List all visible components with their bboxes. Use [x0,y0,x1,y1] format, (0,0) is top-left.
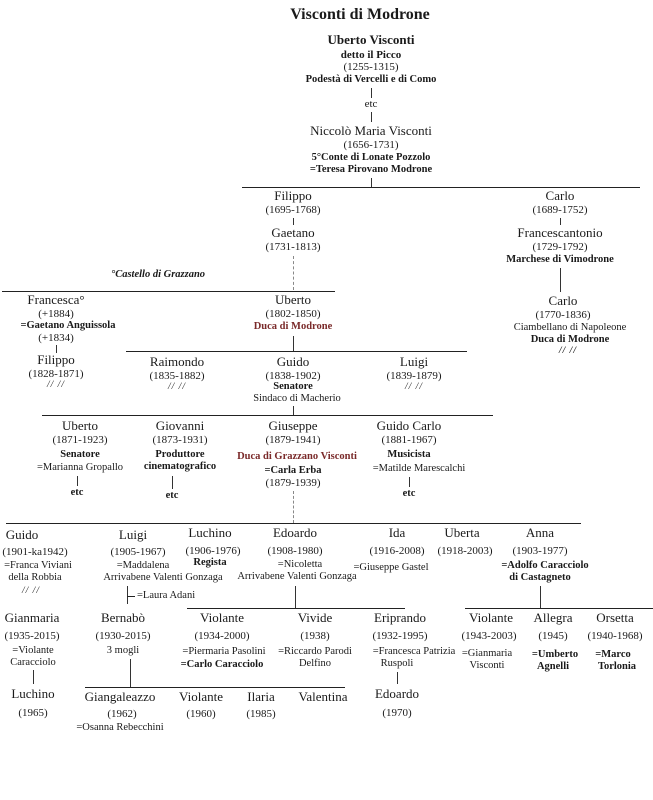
filippo2-name: Filippo [37,352,75,367]
gianmaria-dates: (1935-2015) [4,630,60,642]
edoardo1-dates: (1908-1980) [267,545,323,557]
eriprando-name: Eriprando [374,610,426,625]
carlo2-dates: (1770-1836) [535,309,591,321]
carlo1-connector [560,218,561,225]
vivide-spouse1: =Riccardo Parodi [278,646,352,657]
filippo1-dates: (1695-1768) [265,204,321,216]
bernabo-dates: (1930-2015) [95,630,151,642]
uberto2-dates: (1802-1850) [265,308,321,320]
giuseppe-children-line [6,523,581,524]
anna-dates: (1903-1977) [512,545,568,557]
allegra-name: Allegra [533,610,573,625]
anna-spouse1: =Adolfo Caracciolo [501,560,589,571]
guido1-role: Sindaco di Macherio [253,393,341,404]
carlo2-name: Carlo [548,293,578,308]
violante2-dates: (1943-2003) [461,630,517,642]
root-nick: detto il Picco [340,49,402,61]
luigi2-dates: (1905-1967) [110,546,166,558]
guido2-spouse2: della Robbia [8,572,62,583]
carlo1-name: Carlo [545,188,575,203]
luigi2-spouse2: Arrivabene Valenti Gonzaga [103,572,223,583]
violante2-spouse2: Visconti [469,660,505,671]
luigi2-connector [127,586,128,604]
anna-children-line [465,608,653,609]
violante2-name: Violante [469,610,513,625]
giovanni-etc: etc [165,490,179,501]
luigi1-name: Luigi [399,354,429,369]
violante1-spouse1: =Piermaria Pasolini [182,646,266,657]
giovanni-name: Giovanni [155,418,205,433]
gaetano-dates: (1731-1813) [265,241,321,253]
edoardo2-name: Edoardo [374,686,420,701]
violante1-dates: (1934-2000) [194,630,250,642]
niccolo-dates: (1656-1731) [343,139,399,151]
guidocarlo-dates: (1881-1967) [381,434,437,446]
anna-name: Anna [525,525,555,540]
guidocarlo-title: Musicista [387,449,431,460]
vivide-spouse2: Delfino [298,658,332,669]
luigi2-spouse-tick [127,596,135,597]
guido2-name: Guido [5,527,39,542]
giuseppe-name: Giuseppe [268,418,318,433]
vivide-dates: (1938) [300,630,330,642]
orsetta-dates: (1940-1968) [587,630,643,642]
uberto2-children-line [126,351,467,352]
luchino1-title: Regista [193,557,227,568]
chart-title: Visconti di Modrone [290,6,430,23]
guido1-title: Senatore [273,381,313,392]
uberto3-name: Uberto [61,418,99,433]
filippo2-slashes: // // [47,380,65,390]
giuseppe-connector [293,491,294,523]
luchino2-name: Luchino [11,686,55,701]
violante3-dates: (1960) [186,708,216,720]
niccolo-title: 5°Conte di Lonate Pozzolo [311,152,431,163]
luigi1-slashes: // // [405,382,423,392]
luigi1-dates: (1839-1879) [386,370,442,382]
luigi2-spouse3: =Laura Adani [137,590,196,601]
eriprando-dates: (1932-1995) [372,630,428,642]
filippo2-dates: (1828-1871) [28,368,84,380]
ida-spouse: =Giuseppe Gastel [353,562,429,573]
root-connector [371,88,372,98]
allegra-dates: (1945) [538,630,568,642]
eriprando-connector [397,672,398,684]
allegra-spouse1: =Umberto [531,649,579,660]
guido1-name: Guido [276,354,310,369]
luchino1-dates: (1906-1976) [185,545,241,557]
uberto3-title: Senatore [60,449,100,460]
filippo1-name: Filippo [274,188,312,203]
gaetano-connector [293,256,294,290]
edoardo1-connector [295,586,296,608]
niccolo-connector [371,178,372,187]
uberto3-spouse: =Marianna Gropallo [36,462,124,473]
gianmaria-spouse1: =Violante [12,645,54,656]
bernabo-note: 3 mogli [106,645,140,656]
francescantonio-title: Marchese di Vimodrone [506,254,614,265]
carlo2-title: Duca di Modrone [530,334,610,345]
giuseppe-title: Duca di Grazzano Visconti [237,451,357,462]
luchino2-dates: (1965) [18,707,48,719]
giovanni-dates: (1873-1931) [152,434,208,446]
francescantonio-connector [560,268,561,292]
raimondo-slashes: // // [168,382,186,392]
anna-connector [540,586,541,608]
francesca-spouse-dates: (+1834) [38,332,74,344]
root-dates: (1255-1315) [343,61,399,73]
orsetta-name: Orsetta [596,610,634,625]
gianmaria-connector [33,670,34,684]
giangaleazzo-dates: (1962) [107,708,137,720]
raimondo-name: Raimondo [149,354,205,369]
root-etc: etc [364,98,378,110]
eriprando-spouse2: Ruspoli [380,658,414,669]
francesca-spouse: =Gaetano Anguissola [20,320,116,331]
ida-name: Ida [388,525,406,540]
castello-note: °Castello di Grazzano [111,269,206,280]
gianmaria-spouse2: Caracciolo [10,657,56,668]
bernabo-name: Bernabò [100,610,146,625]
giangaleazzo-name: Giangaleazzo [84,689,156,704]
guido1-dates: (1838-1902) [265,370,321,382]
giuseppe-spouse-dates: (1879-1939) [265,477,321,489]
raimondo-dates: (1835-1882) [149,370,205,382]
guidocarlo-spouse: =Matilde Marescalchi [372,463,466,474]
carlo2-slashes: // // [559,346,577,356]
niccolo-spouse: =Teresa Pirovano Modrone [309,164,433,175]
valentina-name: Valentina [298,689,348,704]
uberto2-title: Duca di Modrone [253,321,333,332]
francescantonio-dates: (1729-1792) [532,241,588,253]
anna-spouse2: di Castagneto [509,572,571,583]
bernabo-connector [130,659,131,687]
root-name: Uberto Visconti [327,32,415,47]
francesca-name: Francesca° [27,292,85,307]
etc-connector [371,112,372,122]
giuseppe-spouse: =Carla Erba [264,465,322,476]
violante1-spouse2: =Carlo Caracciolo [180,659,264,670]
guidocarlo-etc: etc [402,488,416,499]
carlo1-dates: (1689-1752) [532,204,588,216]
luigi2-name: Luigi [118,527,148,542]
uberta-dates: (1918-2003) [437,545,493,557]
uberto3-connector [77,476,78,486]
filippo1-connector [293,218,294,225]
guido2-spouse1: =Franca Viviani [4,560,72,571]
edoardo1-children-line [187,608,405,609]
francesca-dates: (+1884) [38,308,74,320]
edoardo1-spouse1: =Nicoletta [277,559,323,570]
ida-dates: (1916-2008) [369,545,425,557]
violante1-name: Violante [200,610,244,625]
giuseppe-dates: (1879-1941) [265,434,321,446]
giovanni-title2: cinematografico [143,461,217,472]
edoardo1-name: Edoardo [272,525,318,540]
gianmaria-name: Gianmaria [4,610,60,625]
vivide-name: Vivide [297,610,333,625]
guido1-children-line [42,415,493,416]
luchino1-name: Luchino [188,525,232,540]
gaetano-name: Gaetano [271,225,315,240]
allegra-spouse2: Agnelli [536,661,570,672]
niccolo-name: Niccolò Maria Visconti [310,123,432,138]
luigi2-spouse1: =Maddalena [116,560,170,571]
eriprando-spouse1: =Francesca Patrizia [372,646,456,657]
guidocarlo-connector [409,477,410,487]
orsetta-spouse1: =Marco [595,649,631,660]
uberto3-etc: etc [70,487,84,498]
ilaria-dates: (1985) [246,708,276,720]
bernabo-children-line [85,687,345,688]
guido1-connector [293,406,294,415]
uberta-name: Uberta [444,525,480,540]
violante2-spouse1: =Gianmaria [461,648,513,659]
uberto2-name: Uberto [274,292,312,307]
giangaleazzo-spouse: =Osanna Rebecchini [76,722,164,733]
giovanni-title1: Produttore [155,449,205,460]
ilaria-name: Ilaria [247,689,275,704]
edoardo2-dates: (1970) [382,707,412,719]
carlo2-role: Ciambellano di Napoleone [513,322,627,333]
edoardo1-spouse2: Arrivabene Valenti Gonzaga [237,571,357,582]
uberto3-dates: (1871-1923) [52,434,108,446]
violante3-name: Violante [179,689,223,704]
guido2-dates: (1901-ka1942) [2,546,68,558]
guidocarlo-name: Guido Carlo [376,418,442,433]
guido2-slashes: // // [22,586,40,596]
orsetta-spouse2: Torlonia [597,661,637,672]
francescantonio-name: Francescantonio [517,225,603,240]
uberto2-connector [293,336,294,351]
root-title: Podestà di Vercelli e di Como [305,74,437,85]
giovanni-connector [172,476,173,489]
